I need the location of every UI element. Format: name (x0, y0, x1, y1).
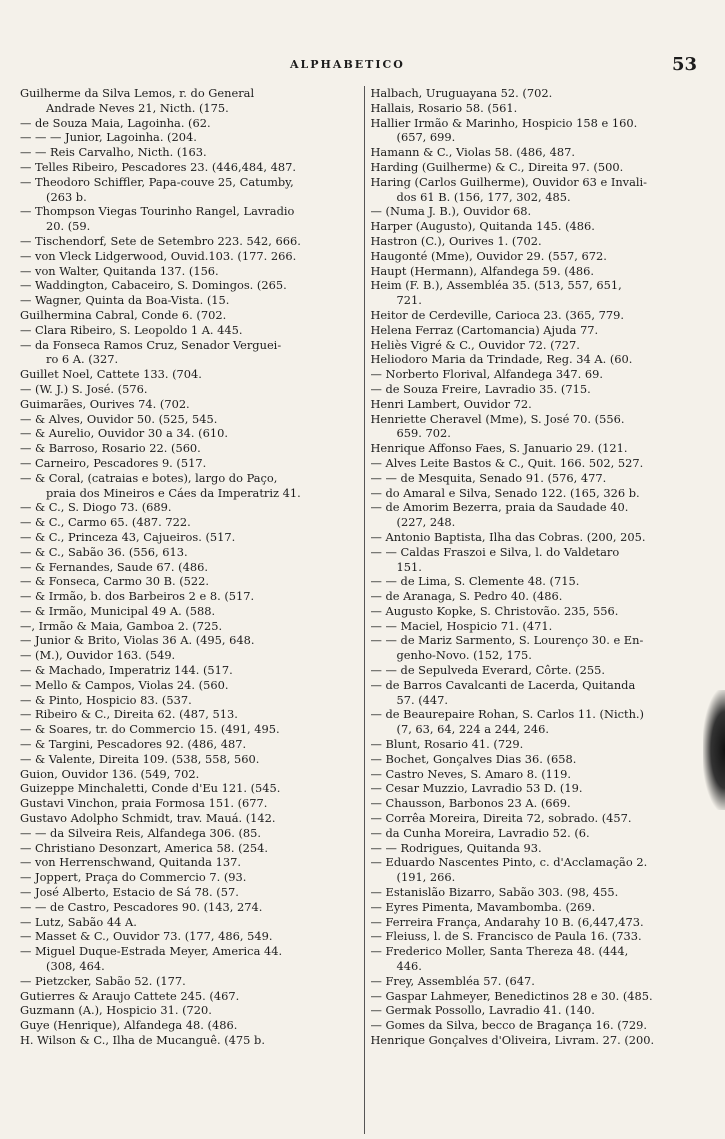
directory-entry: — & Alves, Ouvidor 50. (525, 545. (20, 411, 218, 426)
directory-entry: — — Reis Carvalho, Nicth. (163. (20, 145, 207, 160)
directory-entry: — Joppert, Praça do Commercio 7. (93. (20, 870, 247, 885)
directory-entry: — & Soares, tr. do Commercio 15. (491, 495. (20, 722, 280, 737)
directory-entry: Gustavo Adolpho Schmidt, trav. Mauá. (142. (20, 811, 276, 826)
directory-entry-continuation: dos 61 B. (156, 177, 302, 485. (396, 189, 571, 204)
directory-entry: — Alves Leite Bastos & C., Quit. 166. 502, 527. (370, 455, 644, 470)
running-head: ALPHABETICO (290, 58, 405, 71)
directory-entry: Helena Ferraz (Cartomancia) Ajuda 77. (370, 322, 599, 337)
directory-entry: — & C., Princeza 43, Cajueiros. (517. (20, 529, 236, 544)
directory-entry: Guillet Noel, Cattete 133. (704. (20, 367, 202, 382)
directory-entry: — Thompson Viegas Tourinho Rangel, Lavradio (20, 204, 295, 219)
directory-entry: — & C., S. Diogo 73. (689. (20, 500, 172, 515)
directory-entry: — & Irmão, Municipal 49 A. (588. (20, 603, 216, 618)
directory-entry: Henrique Gonçalves d'Oliveira, Livram. 27. (200. (370, 1033, 655, 1047)
directory-entry-continuation: 151. (396, 559, 422, 574)
directory-entry: — — Maciel, Hospicio 71. (471. (370, 618, 553, 633)
directory-entry: — Bochet, Gonçalves Dias 36. (658. (370, 751, 577, 766)
directory-entry: Guye (Henrique), Alfandega 48. (486. (20, 1018, 238, 1033)
directory-entry: — — Rodrigues, Quitanda 93. (370, 840, 542, 855)
directory-entry: — von Walter, Quitanda 137. (156. (20, 263, 219, 278)
directory-entry: — — de Lima, S. Clemente 48. (715. (370, 574, 580, 589)
directory-entry: — — da Silveira Reis, Alfandega 306. (85. (20, 825, 262, 840)
directory-entry: — da Cunha Moreira, Lavradio 52. (6. (370, 825, 590, 840)
directory-entry: Guizeppe Minchaletti, Conde d'Eu 121. (545. (20, 781, 281, 796)
directory-entry: — Carneiro, Pescadores 9. (517. (20, 455, 207, 470)
page-header (0, 54, 725, 78)
directory-entry: — de Barros Cavalcanti de Lacerda, Quitanda (370, 677, 636, 692)
page-number: 53 (671, 54, 697, 75)
directory-entry: — (W. J.) S. José. (576. (20, 381, 148, 396)
directory-entry: — Frederico Moller, Santa Thereza 48. (444, (370, 944, 629, 959)
directory-entry-continuation: (308, 464. (46, 959, 105, 974)
directory-entry: — Masset & C., Ouvidor 73. (177, 486, 549. (20, 929, 273, 944)
directory-entry-continuation: (191, 266. (396, 870, 456, 885)
directory-entry-continuation: 659. 702. (396, 426, 451, 441)
directory-entry: — Frey, Assembléa 57. (647. (370, 973, 535, 988)
directory-entry: — de Souza Freire, Lavradio 35. (715. (370, 381, 591, 396)
directory-entry: — Fleiuss, l. de S. Francisco de Paula 16. (733. (370, 929, 642, 944)
directory-entry: — — de Sepulveda Everard, Côrte. (255. (370, 663, 605, 678)
directory-entry: — Castro Neves, S. Amaro 8. (119. (370, 766, 572, 781)
directory-entry: — Ribeiro & C., Direita 62. (487, 513. (20, 707, 238, 722)
directory-entry: Henri Lambert, Ouvidor 72. (370, 396, 532, 411)
binding-shadow (703, 690, 725, 810)
directory-entry: — de Beaurepaire Rohan, S. Carlos 11. (Nicth.) (370, 707, 644, 722)
directory-entry: — Theodoro Schiffler, Papa-couve 25, Catumby, (20, 174, 294, 189)
left-column (20, 86, 364, 1134)
directory-entry: — Gaspar Lahmeyer, Benedictinos 28 e 30. (485. (370, 988, 653, 1003)
directory-entry: — de Amorim Bezerra, praia da Saudade 40. (370, 500, 629, 515)
directory-entry: — (M.), Ouvidor 163. (549. (20, 648, 176, 663)
directory-entry: Hallier Irmão & Marinho, Hospicio 158 e 160. (370, 115, 638, 130)
directory-entry-continuation: genho-Novo. (152, 175. (396, 648, 532, 663)
directory-entry: Guilhermina Cabral, Conde 6. (702. (20, 307, 227, 322)
directory-entry: — Blunt, Rosario 41. (729. (370, 737, 524, 752)
directory-entry: — & Valente, Direita 109. (538, 558, 560. (20, 751, 260, 766)
directory-entry: — de Souza Maia, Lagoinha. (62. (20, 115, 211, 130)
directory-entry: Guzmann (A.), Hospicio 31. (720. (20, 1003, 212, 1018)
directory-entry: Harper (Augusto), Quitanda 145. (486. (370, 219, 595, 234)
directory-entry: H. Wilson & C., Ilha de Mucanguê. (475 b. (20, 1033, 265, 1047)
directory-entry-continuation: (657, 699. (396, 130, 456, 145)
directory-entry-continuation: (7, 63, 64, 224 a 244, 246. (396, 722, 550, 737)
directory-entry: — & C., Carmo 65. (487. 722. (20, 515, 191, 530)
directory-entry: — José Alberto, Estacio de Sá 78. (57. (20, 885, 239, 900)
directory-entry: Hastron (C.), Ourives 1. (702. (370, 233, 542, 248)
directory-entry: Haugonté (Mme), Ouvidor 29. (557, 672. (370, 248, 607, 263)
directory-entry: — Corrêa Moreira, Direita 72, sobrado. (457. (370, 811, 632, 826)
directory-entry: — & Coral, (catraias e botes), largo do Paço, (20, 470, 278, 485)
directory-entry: Hallais, Rosario 58. (561. (370, 100, 518, 115)
directory-entry: Guimarães, Ourives 74. (702. (20, 396, 190, 411)
directory-entry: — von Herrenschwand, Quitanda 137. (20, 855, 241, 870)
directory-entry: — — de Mesquita, Senado 91. (576, 477. (370, 470, 607, 485)
directory-entry: Heitor de Cerdeville, Carioca 23. (365, 779. (370, 307, 625, 322)
directory-entry: — & Fonseca, Carmo 30 B. (522. (20, 574, 210, 589)
directory-entry: Gustavi Vinchon, praia Formosa 151. (677. (20, 796, 268, 811)
directory-entry: — Telles Ribeiro, Pescadores 23. (446,484, 487. (20, 159, 296, 174)
directory-entry: Heim (F. B.), Assembléa 35. (513, 557, 651, (370, 278, 622, 293)
directory-entry: — & Barroso, Rosario 22. (560. (20, 441, 201, 456)
directory-entry: — & C., Sabão 36. (556, 613. (20, 544, 188, 559)
directory-entry: — Ferreira França, Andarahy 10 B. (6,447,473. (370, 914, 644, 929)
directory-entry: — Augusto Kopke, S. Christovão. 235, 556. (370, 603, 619, 618)
directory-entry: — Miguel Duque-Estrada Meyer, America 44. (20, 944, 283, 959)
directory-entry: Harding (Guilherme) & C., Direita 97. (500. (370, 159, 624, 174)
directory-entry: — — — Junior, Lagoinha. (204. (20, 130, 197, 145)
directory-entry: Heliodoro Maria da Trindade, Reg. 34 A. (60. (370, 352, 633, 367)
directory-entry: — — de Mariz Sarmento, S. Lourenço 30. e En- (370, 633, 644, 648)
directory-entry: Gutierres & Araujo Cattete 245. (467. (20, 988, 240, 1003)
directory-entry: Halbach, Uruguayana 52. (702. (370, 86, 553, 100)
directory-entry: —, Irmão & Maia, Gamboa 2. (725. (20, 618, 223, 633)
directory-entry: — Mello & Campos, Violas 24. (560. (20, 677, 229, 692)
directory-columns (20, 86, 710, 1134)
directory-entry: — Antonio Baptista, Ilha das Cobras. (200, 205. (370, 529, 646, 544)
directory-entry: — Eduardo Nascentes Pinto, c. d'Acclamação 2. (370, 855, 648, 870)
directory-entry: Henriette Cheravel (Mme), S. José 70. (556. (370, 411, 625, 426)
directory-entry: — & Targini, Pescadores 92. (486, 487. (20, 737, 247, 752)
directory-entry: — Junior & Brito, Violas 36 A. (495, 648. (20, 633, 255, 648)
directory-entry: — Lutz, Sabão 44 A. (20, 914, 137, 929)
directory-entry: — Tischendorf, Sete de Setembro 223. 542, 666. (20, 233, 301, 248)
directory-entry: — Clara Ribeiro, S. Leopoldo 1 A. 445. (20, 322, 243, 337)
directory-entry: — & Pinto, Hospicio 83. (537. (20, 692, 192, 707)
directory-entry: — & Irmão, b. dos Barbeiros 2 e 8. (517. (20, 589, 255, 604)
directory-entry: — Waddington, Cabaceiro, S. Domingos. (265. (20, 278, 287, 293)
directory-entry-continuation: Andrade Neves 21, Nicth. (175. (46, 100, 229, 115)
directory-entry: Haring (Carlos Guilherme), Ouvidor 63 e Invali- (370, 174, 648, 189)
directory-entry: — & Fernandes, Saude 67. (486. (20, 559, 208, 574)
directory-entry: — de Aranaga, S. Pedro 40. (486. (370, 589, 563, 604)
directory-entry-continuation: 446. (396, 959, 422, 974)
directory-entry: Henrique Affonso Faes, S. Januario 29. (121. (370, 441, 628, 456)
directory-entry: — Estanislão Bizarro, Sabão 303. (98, 455. (370, 885, 619, 900)
directory-entry: — Germak Possollo, Lavradio 41. (140. (370, 1003, 595, 1018)
directory-entry-continuation: 57. (447. (396, 692, 449, 707)
directory-entry-continuation: ro 6 A. (327. (46, 352, 119, 367)
directory-entry: — & Aurelio, Ouvidor 30 a 34. (610. (20, 426, 228, 441)
directory-entry: Guion, Ouvidor 136. (549, 702. (20, 766, 200, 781)
directory-entry: — & Machado, Imperatriz 144. (517. (20, 663, 233, 678)
directory-entry: — Eyres Pimenta, Mavambomba. (269. (370, 899, 596, 914)
directory-entry: — Pietzcker, Sabão 52. (177. (20, 973, 186, 988)
directory-entry-continuation: 721. (396, 293, 422, 308)
directory-entry: Guilherme da Silva Lemos, r. do General (20, 86, 255, 100)
directory-entry-continuation: 20. (59. (46, 219, 91, 234)
directory-entry: — Christiano Desonzart, America 58. (254. (20, 840, 268, 855)
directory-entry: — Chausson, Barbonos 23 A. (669. (370, 796, 571, 811)
directory-entry: — Wagner, Quinta da Boa-Vista. (15. (20, 293, 230, 308)
directory-entry-continuation: (263 b. (46, 189, 87, 204)
directory-entry-continuation: praia dos Mineiros e Cáes da Imperatriz 41. (46, 485, 301, 500)
directory-entry: — Cesar Muzzio, Lavradio 53 D. (19. (370, 781, 583, 796)
directory-entry: — — Caldas Fraszoi e Silva, l. do Valdetaro (370, 544, 620, 559)
directory-entry: Hamann & C., Violas 58. (486, 487. (370, 145, 575, 160)
directory-entry: — Gomes da Silva, becco de Bragança 16. (729. (370, 1018, 648, 1033)
directory-entry: — Norberto Florival, Alfandega 347. 69. (370, 367, 603, 382)
directory-entry: — von Vleck Lidgerwood, Ouvid.103. (177. 266. (20, 248, 297, 263)
directory-entry: — do Amaral e Silva, Senado 122. (165, 326 b. (370, 485, 640, 500)
directory-entry: — da Fonseca Ramos Cruz, Senador Verguei- (20, 337, 282, 352)
directory-entry: — — de Castro, Pescadores 90. (143, 274. (20, 899, 263, 914)
right-column (364, 86, 711, 1134)
directory-entry-continuation: (227, 248. (396, 515, 456, 530)
directory-entry: Haupt (Hermann), Alfandega 59. (486. (370, 263, 595, 278)
directory-entry: Heliès Vigré & C., Ouvidor 72. (727. (370, 337, 580, 352)
directory-entry: — (Numa J. B.), Ouvidor 68. (370, 204, 532, 219)
